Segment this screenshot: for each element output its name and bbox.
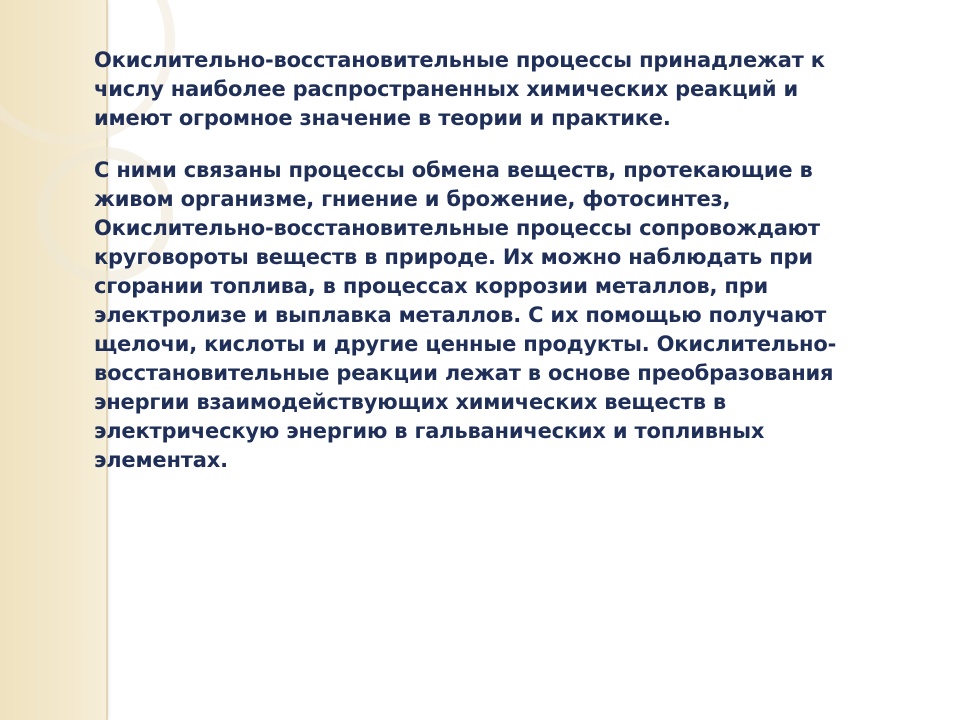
decorative-side-band — [0, 0, 106, 720]
paragraph-intro: Окислительно-восстановительные процессы принадлежат к числу наиболее распространенных химических реакций и имеют огромное значение в теории и практике. — [94, 48, 825, 130]
paragraph-details: С ними связаны процессы обмена веществ, протекающие в живом организме, гниение и брожение, фотосинтез, Окислительно-восстановительные процессы сопровождают круговороты веществ в природе. Их можно наблюдать при сгорании топлива, в процессах коррозии металлов, при электролизе и выплавка металлов. С их помощью получают щелочи, кислоты и другие ценные продукты. Окислительно- восстановительные реакции лежат в основе преобразования энергии взаимодействующих химических веществ в электрическую энергию в гальванических и топливных элементах. — [94, 158, 837, 472]
slide-text-body — [94, 46, 894, 498]
